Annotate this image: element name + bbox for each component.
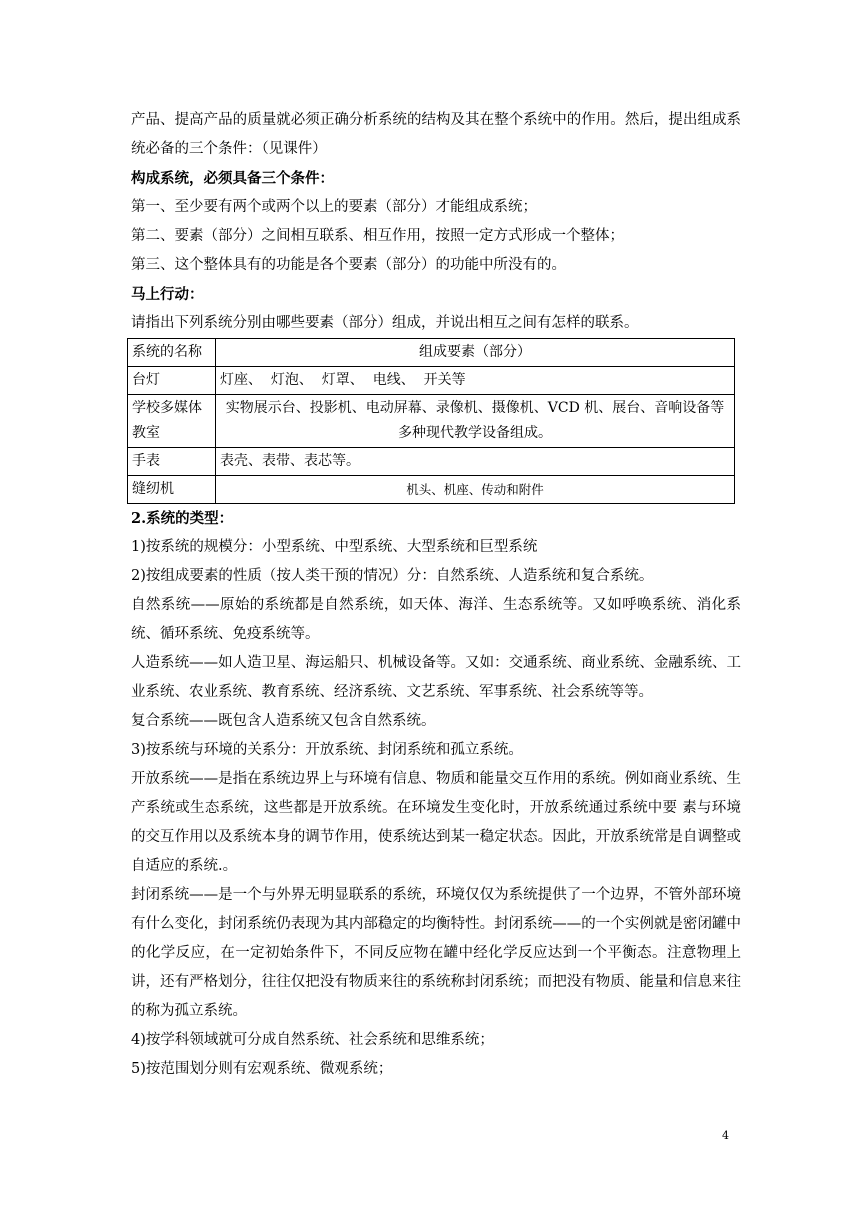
- types-heading: 2.系统的类型：: [131, 510, 234, 527]
- types-paragraph: 开放系统——是指在系统边界上与环境有信息、物质和能量交互作用的系统。例如商业系统、生产系统或生态系统，这些都是开放系统。在环境发生变化时，开放系统通过系统中要 素与环境的交互作用以及系统本身的调节作用，使系统达到某一稳定状态。因此，开放系统常是自调整或自适应的系统.。: [131, 771, 741, 874]
- action-heading: 马上行动：: [131, 286, 204, 303]
- table-header-cell: 组成要素（部分）: [216, 339, 735, 367]
- table-cell-elements: 灯座、 灯泡、 灯罩、 电线、 开关等: [216, 367, 735, 395]
- types-paragraph: 封闭系统——是一个与外界无明显联系的系统，环境仅仅为系统提供了一个边界，不管外部环境有什么变化，封闭系统仍表现为其内部稳定的均衡特性。封闭系统——的一个实例就是密闭罐中的化学反应，在一定初始条件下，不同反应物在罐中经化学反应达到一个平衡态。注意物理上讲，还有严格划分，往往仅把没有物质来往的系统称封闭系统；而把没有物质、能量和信息来往的称为孤立系统。: [131, 887, 741, 1019]
- table-row: [128, 476, 735, 504]
- table-cell-elements: 机头、机座、传动和附件: [216, 476, 735, 504]
- condition-item: 第三、这个整体具有的功能是各个要素（部分）的功能中所没有的。: [131, 257, 566, 273]
- types-paragraph: 复合系统——既包含人造系统又包含自然系统。: [131, 713, 436, 729]
- types-paragraph: 3)按系统与环境的关系分：开放系统、封闭系统和孤立系统。: [131, 742, 523, 758]
- systems-table: [127, 338, 735, 504]
- table-row: [128, 395, 735, 448]
- table-row: [128, 448, 735, 476]
- types-paragraph: 1)按系统的规模分：小型系统、中型系统、大型系统和巨型系统: [131, 539, 538, 555]
- types-paragraph: 5)按范围划分则有宏观系统、微观系统；: [131, 1061, 393, 1077]
- table-header-cell: 系统的名称: [128, 339, 216, 367]
- table-row: [128, 367, 735, 395]
- page-number: 4: [722, 1129, 729, 1142]
- table-cell-name: 手表: [128, 448, 216, 476]
- table-cell-name: 台灯: [128, 367, 216, 395]
- types-paragraph: 2)按组成要素的性质（按人类干预的情况）分：自然系统、人造系统和复合系统。: [131, 568, 654, 584]
- condition-item: 第二、要素（部分）之间相互联系、相互作用，按照一定方式形成一个整体；: [131, 228, 624, 244]
- table-cell-name: 学校多媒体教室: [128, 395, 216, 448]
- table-cell-name: 缝纫机: [128, 476, 216, 504]
- types-paragraph: 人造系统——如人造卫星、海运船只、机械设备等。又如：交通系统、商业系统、金融系统、工业系统、农业系统、教育系统、经济系统、文艺系统、军事系统、社会系统等等。: [131, 655, 741, 700]
- types-paragraph: 4)按学科领域就可分成自然系统、社会系统和思维系统；: [131, 1032, 494, 1048]
- page-content: [131, 106, 741, 1084]
- condition-item: 第一、至少要有两个或两个以上的要素（部分）才能组成系统；: [131, 199, 537, 215]
- table-cell-elements: 实物展示台、投影机、电动屏幕、录像机、摄像机、VCD 机、展台、音响设备等多种现代教学设备组成。: [216, 395, 735, 448]
- types-paragraph: 自然系统——原始的系统都是自然系统，如天体、海洋、生态系统等。又如呼唤系统、消化系统、循环系统、免疫系统等。: [131, 597, 741, 642]
- table-cell-elements: 表壳、表带、表芯等。: [216, 448, 735, 476]
- conditions-heading: 构成系统，必须具备三个条件：: [131, 170, 334, 187]
- table-header-row: [128, 339, 735, 367]
- action-prompt: 请指出下列系统分别由哪些要素（部分）组成，并说出相互之间有怎样的联系。: [131, 315, 639, 331]
- intro-paragraph: 产品、提高产品的质量就必须正确分析系统的结构及其在整个系统中的作用。然后，提出组成系统必备的三个条件：（见课件）: [131, 112, 741, 157]
